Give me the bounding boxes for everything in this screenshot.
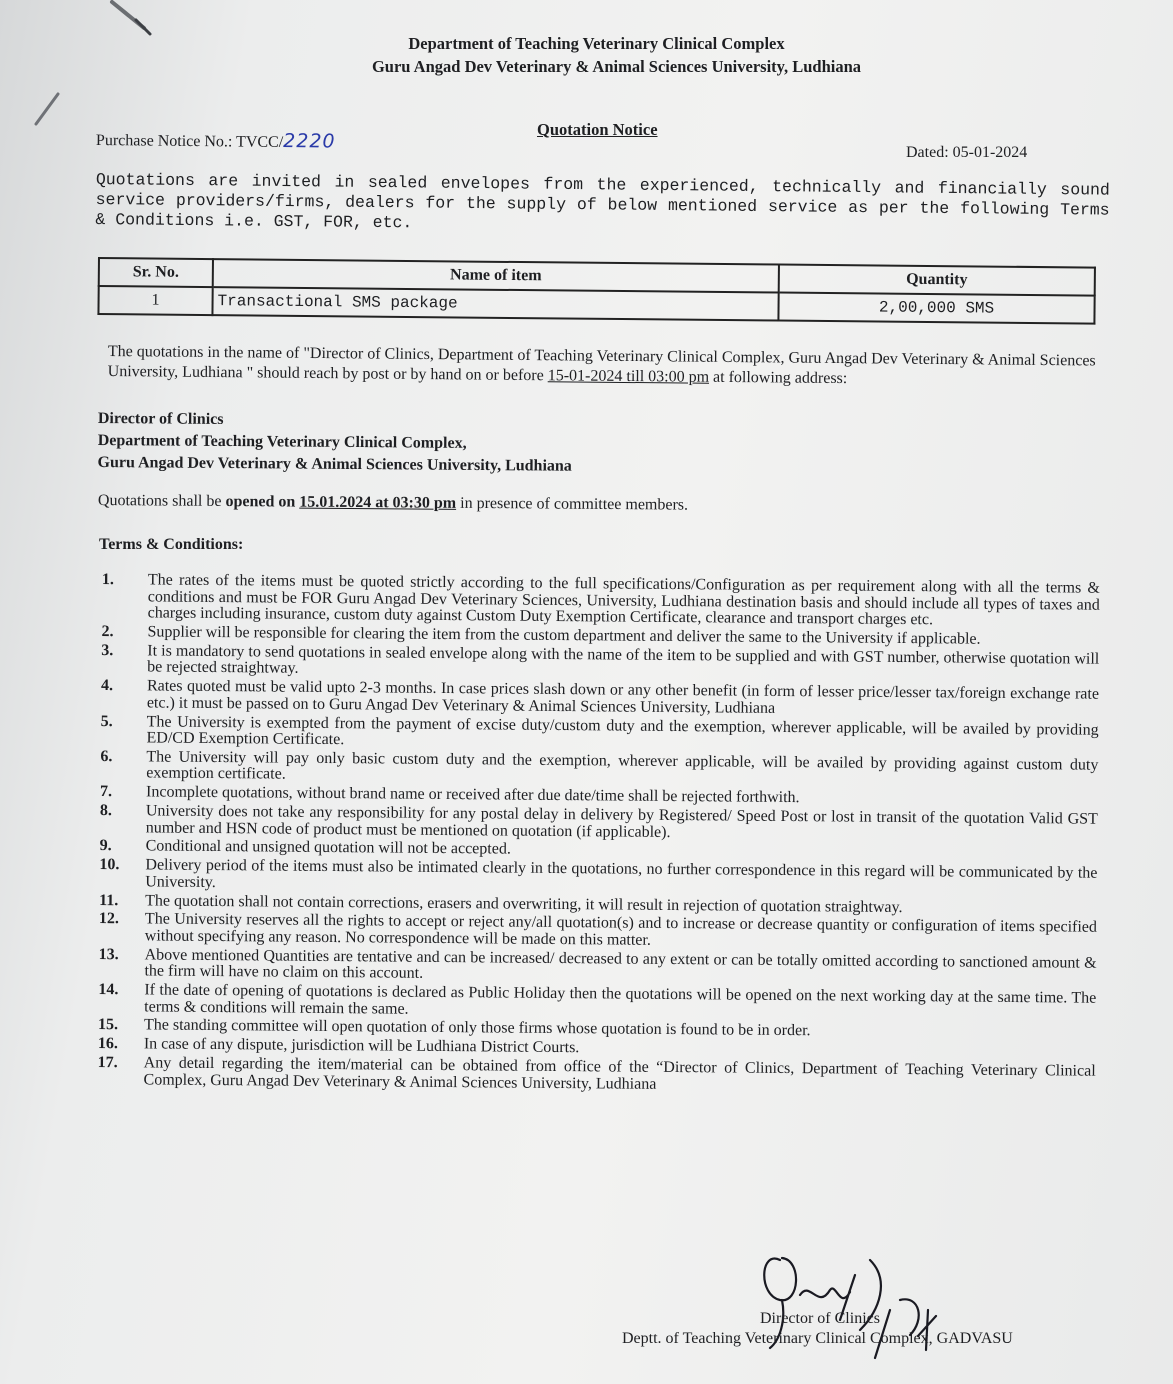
signature-block bbox=[600, 1240, 1080, 1380]
notice-date: Dated: 05-01-2024 bbox=[906, 144, 1028, 161]
header-quantity: Quantity bbox=[779, 265, 1095, 296]
address-line-1: Director of Clinics bbox=[97, 409, 224, 428]
list-item: 5. The University is exempted from the payment of excise duty/custom duty and the exemption, wherever applicable, will be availed by providing ED/CD Exemption Certificate. bbox=[100, 712, 1099, 749]
header-sr-no: Sr. No. bbox=[99, 258, 213, 287]
list-item: 8. University does not take any responsibility for any postal delay in delivery by Registered/ Speed Post or lost in transit of the quotation Valid GST number and HSN code of product must be mentioned on quotation (if applicable). bbox=[99, 802, 1098, 841]
list-item: 6. The University will pay only basic custom duty and the exemption, wherever applicable, will be availed by providing against custom duty exemption certificate. bbox=[100, 747, 1099, 784]
university-title: Guru Angad Dev Veterinary & Animal Sciences University, Ludhiana bbox=[371, 57, 862, 76]
terms-list bbox=[95, 572, 1099, 1099]
submission-paragraph bbox=[108, 342, 1100, 392]
intro-paragraph: Quotations are invited in sealed envelopes from the experienced, technically and financially sound service providers/firms, dealers for the supply of below mentioned service as per the following Terms & Conditions i.e. GST, FOR, etc. bbox=[95, 170, 1110, 233]
list-item: 14. If the date of opening of quotations is declared as Public Holiday then the quotations will be opened on the next working day at the same time. The terms & conditions will remain the same. bbox=[98, 981, 1097, 1018]
pin-mark-icon bbox=[28, 90, 68, 130]
cell-quantity: 2,00,000 SMS bbox=[778, 293, 1094, 324]
submission-suffix: at following address: bbox=[708, 368, 848, 388]
opening-suffix: in presence of committee members. bbox=[456, 494, 689, 514]
cell-sr-no: 1 bbox=[98, 286, 212, 315]
list-item: 1. The rates of the items must be quoted strictly according to the full specifications/Configuration as per requirement along with all the terms & conditions and must be FOR Guru Angad Dev Veterinary Sciences, University, Ludhiana destination basis and should include all types of taxes and charges including insurance, custom duty against Custom Duty Exemption Certificate, clearance and transport charges etc. bbox=[101, 571, 1100, 629]
cell-item-name: Transactional SMS package bbox=[212, 287, 778, 320]
list-item: 15. The standing committee will open quotation of only those firms whose quotation is found to be in order. bbox=[97, 1016, 811, 1040]
submission-text: The quotations in the name of "Director of Clinics, Department of Teaching Veterinary Clinical Complex, Guru Angad Dev Veterinary & Animal Sciences University, Ludhiana " should reach by post or by hand on or before bbox=[107, 342, 1096, 385]
address-block bbox=[97, 408, 572, 478]
list-item: 12. The University reserves all the rights to accept or reject any/all quotation(s) and to increase or decrease quantity or configuration of items specified without specifying any reason. No correspondence will be made on this matter. bbox=[98, 910, 1098, 949]
list-item: 2. Supplier will be responsible for clearing the item from the custom department and deliver the same to the University if applicable. bbox=[101, 622, 981, 648]
list-item: 7. Incomplete quotations, without brand name or received after due date/time shall be rejected forthwith. bbox=[100, 783, 800, 807]
staple-pin-icon bbox=[92, 0, 162, 38]
address-line-3: Guru Angad Dev Veterinary & Animal Sciences University, Ludhiana bbox=[97, 453, 572, 475]
header-item-name: Name of item bbox=[213, 259, 779, 292]
opening-bold: opened on bbox=[225, 493, 300, 511]
terms-heading: Terms & Conditions: bbox=[99, 536, 244, 553]
list-item: 16. In case of any dispute, jurisdiction will be Ludhiana District Courts. bbox=[97, 1035, 580, 1057]
list-item: 3. It is mandatory to send quotations in sealed envelope along with the name of the item to be supplied and with GST number, otherwise quotation will be rejected straightway. bbox=[101, 641, 1100, 678]
signatory-title: Director of Clinics bbox=[760, 1310, 880, 1327]
submission-deadline: 15-01-2024 till 03:00 pm bbox=[547, 367, 710, 386]
opening-statement bbox=[98, 492, 688, 515]
department-title: Department of Teaching Veterinary Clinical Complex bbox=[408, 34, 785, 53]
list-item: 10. Delivery period of the items must also be intimated clearly in the quotations, no further correspondence in this regard will be communicated by the University. bbox=[99, 856, 1098, 891]
signatory-department: Deptt. of Teaching Veterinary Clinical Complex, GADVASU bbox=[622, 1330, 1013, 1347]
opening-date: 15.01.2024 at 03:30 pm bbox=[299, 493, 457, 512]
purchase-notice-label: Purchase Notice No.: TVCC/ bbox=[95, 132, 284, 151]
list-item: 4. Rates quoted must be valid upto 2-3 months. In case prices slash down or any other benefit (in form of lesser price/lesser tax/foreign exchange rate etc.) it must be passed on to Guru Angad Dev Veterinary & Animal Sciences University, Ludhiana bbox=[100, 677, 1100, 717]
notice-title: Quotation Notice bbox=[537, 120, 658, 139]
items-table bbox=[97, 257, 1096, 325]
opening-prefix: Quotations shall be bbox=[97, 492, 226, 511]
address-line-2: Department of Teaching Veterinary Clinical Complex, bbox=[97, 431, 467, 452]
list-item: 9. Conditional and unsigned quotation will not be accepted. bbox=[99, 837, 511, 859]
list-item: 11. The quotation shall not contain corrections, erasers and overwriting, it will result in rejection of quotation straightway. bbox=[99, 891, 903, 916]
list-item: 13. Above mentioned Quantities are tentative and can be increased/ decreased to any extent or can be totally omitted according to sanctioned amount & the firm will have no claim on this account. bbox=[98, 945, 1097, 983]
purchase-notice-number bbox=[96, 128, 336, 153]
handwritten-notice-number: 2220 bbox=[283, 129, 336, 153]
list-item: 17. Any detail regarding the item/material can be obtained from office of the “Director of Clinics, Department of Teaching Veterinary Clinical Complex, Guru Angad Dev Veterinary & Animal Sciences University, Ludhiana bbox=[97, 1054, 1096, 1093]
